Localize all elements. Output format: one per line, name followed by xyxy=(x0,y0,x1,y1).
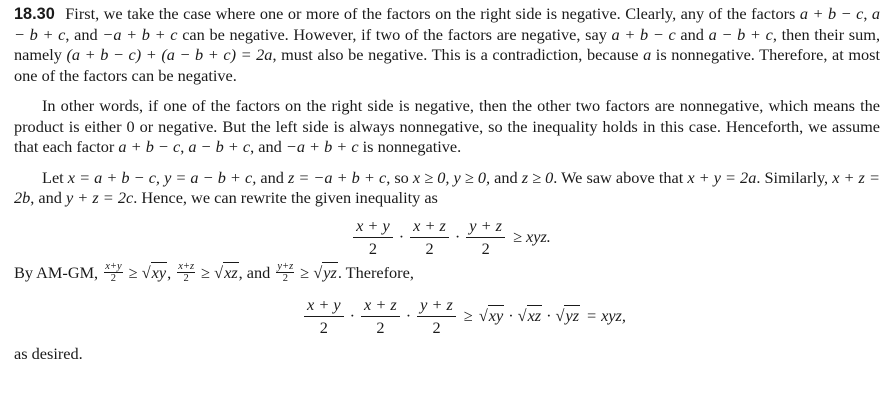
display-sqrt-yz-arg: yz xyxy=(565,306,580,326)
p3-zneg: z ≥ 0 xyxy=(521,167,554,187)
paragraph-4: By AM-GM, $\frac{x+y}{2}$ ≥ √xy, $\frac{x+z}{2}$ ≥ √xz, and $\frac{y+z}{2}$ ≥ √yz. Therefore, xyxy=(14,260,414,284)
fraction-6-denominator: 2 xyxy=(432,318,441,337)
p1-cont1: can be negative. However, if two of the factors are negative, say xyxy=(182,24,607,44)
dot-operator: · xyxy=(398,227,405,247)
p4-and: , and xyxy=(238,262,271,282)
problem-number: 18.30 xyxy=(14,5,55,23)
p1-lead: First, we take the case where one or more of the factors on the right side is negative. Clearly, any of the factors xyxy=(65,4,796,23)
display-sqrt-xy: √xy xyxy=(478,306,504,326)
p1-f2b: a − b + c xyxy=(708,24,773,44)
small-fraction-2 xyxy=(177,261,195,284)
display-sqrt-yz: √yz xyxy=(555,306,580,326)
display-sqrt-xy-arg: xy xyxy=(488,306,504,326)
p1-var-a: a xyxy=(643,45,652,64)
p4-lead: By AM-GM, xyxy=(14,262,99,282)
p4-tail: . Therefore, xyxy=(337,262,414,282)
display-1-rhs: ≥ xyz. xyxy=(512,227,551,247)
p1-cont2: , then their sum, namely xyxy=(14,24,881,64)
sqrt-xy-arg: xy xyxy=(151,262,167,282)
fraction-6-numerator: y + z xyxy=(417,295,456,318)
p3-and: and xyxy=(260,167,284,187)
fraction-5 xyxy=(361,295,400,339)
small-fraction-3-numerator: y+z xyxy=(277,260,294,272)
dot-operator: · xyxy=(454,227,461,247)
small-fraction-2-denominator: 2 xyxy=(183,272,189,284)
p2-tail: is nonnegative. xyxy=(362,137,462,156)
fraction-1-denominator: 2 xyxy=(368,239,377,258)
p3-sim: . Similarly, xyxy=(756,167,829,187)
fraction-4 xyxy=(304,295,344,339)
fraction-2 xyxy=(410,216,449,260)
fraction-1-numerator: x + y xyxy=(353,216,393,239)
small-fraction-2-numerator: x+z xyxy=(178,260,195,272)
sqrt-xz: √xz xyxy=(214,262,238,282)
fraction-3 xyxy=(466,216,505,260)
p3-eq1: x + y = 2a xyxy=(687,167,757,187)
display-sqrt-xz-arg: xz xyxy=(527,306,542,326)
p1-and2: and xyxy=(680,24,704,44)
p3-saw: . We saw above that xyxy=(553,167,684,187)
small-fraction-3 xyxy=(276,261,294,284)
fraction-5-numerator: x + z xyxy=(361,295,400,318)
paragraph-1: 18.30 First, we take the case where one or more of the factors on the right side is negative. Clearly, any of the factors a + b − c, a − b + c, and −a + b + c can be negative. However, if two of the factors are negative, say a + b − c and a − b + c, then their sum, namely (a + b − c) + (a − b + c) = 2a, must also be negative. This is a contradiction, because a is nonnegative. Therefore, at most one of the factors can be negative. xyxy=(14,4,881,85)
small-fraction-3-denominator: 2 xyxy=(282,272,288,284)
display-sqrt-xz: √xz xyxy=(517,306,542,326)
dot-operator: · xyxy=(546,306,552,326)
display-equation-1 xyxy=(14,215,880,261)
p3-and2: and xyxy=(494,167,518,187)
fraction-6 xyxy=(417,295,456,339)
p3-def-z: z = −a + b + c xyxy=(287,167,387,187)
p3-rewrite: . Hence, we can rewrite the given inequality as xyxy=(133,188,438,207)
solution-page xyxy=(14,4,880,364)
sqrt-xz-arg: xz xyxy=(224,262,238,282)
p2-and: and xyxy=(258,137,282,156)
fraction-3-denominator: 2 xyxy=(481,239,490,258)
p1-f2: a − b + c xyxy=(14,4,881,44)
fraction-2-numerator: x + z xyxy=(410,216,449,239)
p3-defs: x = a + b − c, y = a − b + c, xyxy=(67,167,257,187)
sqrt-yz: √yz xyxy=(313,262,337,282)
display-equation-2 xyxy=(14,294,880,340)
p1-f1: a + b − c xyxy=(799,4,864,23)
p1-cont4: is nonnegative. Therefore, at most one of the factors can be negative. xyxy=(14,45,880,85)
p3-eq2: x + z = 2b xyxy=(14,167,880,207)
p2-f1: a + b − c xyxy=(118,137,181,156)
fraction-4-denominator: 2 xyxy=(319,318,328,337)
p1-f1b: a + b − c xyxy=(611,24,676,44)
dot-operator: · xyxy=(405,306,412,326)
p3-nonneg: x ≥ 0, y ≥ 0, xyxy=(412,167,491,187)
dot-operator: · xyxy=(508,306,514,326)
geq-symbol: ≥ xyxy=(463,306,473,326)
p3-so: , so xyxy=(386,167,409,187)
p2-f3: −a + b + c xyxy=(285,137,359,156)
fraction-4-numerator: x + y xyxy=(304,295,344,318)
closing-text: as desired. xyxy=(14,343,83,363)
p1-and: and xyxy=(74,24,98,44)
fraction-3-numerator: y + z xyxy=(466,216,505,239)
fraction-5-denominator: 2 xyxy=(376,318,385,337)
paragraph-2: In other words, if one of the factors on the right side is negative, then the other two factors are nonnegative, which means the product is either 0 or negative. But the left side is always nonnegative, so the inequality holds in this case. Henceforth, we assume that each factor a + b − c, a − b + c, and −a + b + c is nonnegative. xyxy=(14,96,880,156)
fraction-2-denominator: 2 xyxy=(425,239,434,258)
small-fraction-1 xyxy=(104,261,122,284)
p1-f3: −a + b + c xyxy=(102,24,178,44)
sqrt-yz-arg: yz xyxy=(323,262,337,282)
p3-and3: , and xyxy=(30,188,62,207)
p1-sum-expr: (a + b − c) + (a − b + c) = 2a xyxy=(66,45,273,64)
dot-operator: · xyxy=(349,306,356,326)
small-fraction-1-denominator: 2 xyxy=(110,272,117,284)
small-fraction-1-numerator: x+y xyxy=(105,260,122,272)
p1-cont3: , must also be negative. This is a contradiction, because xyxy=(272,45,639,64)
p3-eq3: y + z = 2c xyxy=(66,188,134,207)
p2-f2: a − b + c xyxy=(188,137,251,156)
fraction-1 xyxy=(353,216,393,260)
paragraph-3 xyxy=(14,168,880,209)
p3-lead: Let xyxy=(42,167,64,187)
display-2-rhs: = xyz, xyxy=(586,306,626,326)
p2-lead: In other words, if one of the factors on the right side is negative, then the other two factors are nonnegative, which means the product is either 0 or negative. But the left side is always nonnegative, so the inequality holds in this case. Henceforth, we assume that each factor xyxy=(14,96,880,156)
sqrt-xy: √xy xyxy=(141,262,167,282)
